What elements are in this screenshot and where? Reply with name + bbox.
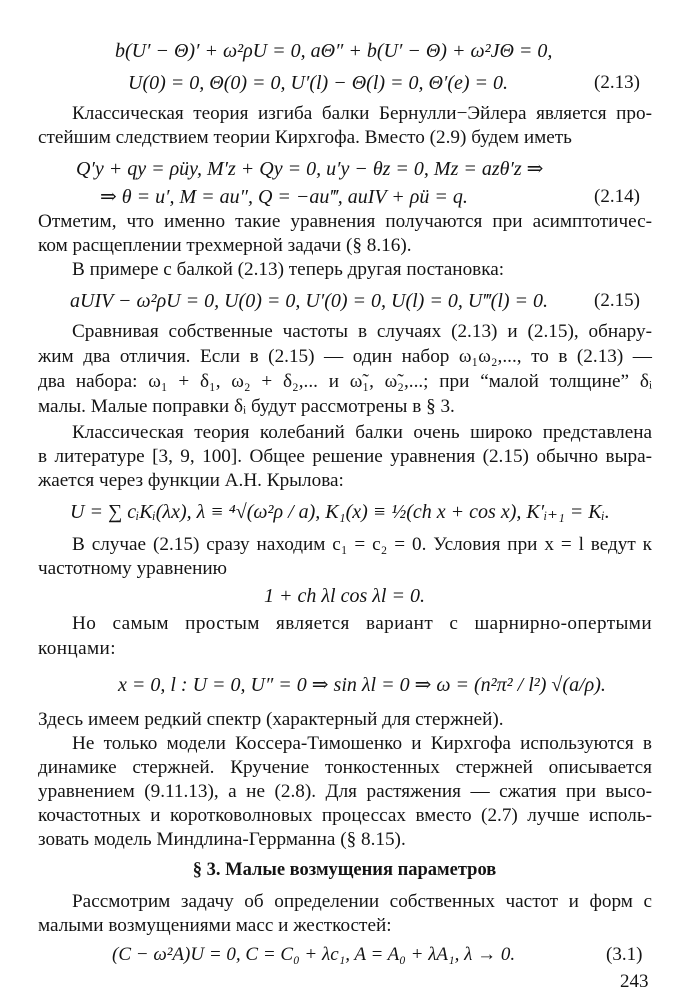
paragraph-line: В случае (2.15) сразу находим c₁ = c₂ = 0. Условия при x = l ведут к: [72, 534, 652, 555]
paragraph-line: Классическая теория изгиба балки Бернулли−Эйлера является про-: [72, 103, 652, 124]
equation-frequency: 1 + ch λl cos λl = 0.: [264, 585, 425, 607]
paragraph-line: Рассмотрим задачу об определении собственных частот и форм с: [72, 891, 652, 912]
equation-2-14-line-2: ⇒ θ = u′, M = au″, Q = −au‴, auIV + ρü = q.: [100, 186, 468, 208]
equation-2-14-line-1: Q′y + qy = ρüy, M′z + Qy = 0, u′y − θz = 0, Mz = azθ′z ⇒: [76, 158, 544, 180]
paragraph-line: Здесь имеем редкий спектр (характерный для стержней).: [38, 709, 504, 730]
page-number: 243: [620, 971, 649, 992]
equation-hinged-ends: x = 0, l : U = 0, U″ = 0 ⇒ sin λl = 0 ⇒ ω = (n²π² / l²) √(a/ρ).: [118, 674, 606, 696]
equation-number-2-13: (2.13): [594, 72, 640, 93]
equation-number-2-15: (2.15): [594, 290, 640, 311]
paragraph-line: Классическая теория колебаний балки очень широко представлена: [72, 422, 652, 443]
paragraph-line: Сравнивая собственные частоты в случаях (2.13) и (2.15), обнару-: [72, 321, 652, 342]
paragraph-line: Отметим, что именно такие уравнения получаются при асимптотичес-: [38, 211, 652, 232]
paragraph-line: жается через функции А.Н. Крылова:: [38, 470, 344, 491]
paragraph-line: Но самым простым является вариант с шарнирно-опертыми: [72, 613, 652, 634]
equation-krylov-functions: U = ∑ cᵢKᵢ(λx), λ ≡ ⁴√(ω²ρ / a), K₁(x) ≡ ½(ch x + cos x), K′ᵢ₊₁ = Kᵢ.: [70, 501, 610, 523]
section-heading: § 3. Малые возмущения параметров: [192, 860, 497, 880]
paragraph-line: частотному уравнению: [38, 558, 227, 579]
paragraph-line: в литературе [3, 9, 100]. Общее решение уравнения (2.15) обычно выра-: [38, 446, 652, 467]
paragraph-line: динамике стержней. Кручение тонкостенных стержней описывается: [38, 757, 652, 778]
equation-number-2-14: (2.14): [594, 186, 640, 207]
paragraph-line: Не только модели Коссера-Тимошенко и Кирхгофа используются в: [72, 733, 652, 754]
paragraph-line: малы. Малые поправки δᵢ будут рассмотрены в § 3.: [38, 396, 455, 417]
paragraph-line: уравнением (9.11.13), а не (2.8). Для растяжения — сжатия при высо-: [38, 781, 652, 802]
paragraph-line: концами:: [38, 638, 116, 659]
equation-number-3-1: (3.1): [606, 944, 643, 965]
paragraph-line: два набора: ω₁ + δ₁, ω₂ + δ₂,... и ω̃₁, ω̃₂,...; при “малой толщине” δᵢ: [38, 371, 652, 392]
paragraph-line: стейшим следствием теории Кирхгофа. Вместо (2.9) будем иметь: [38, 127, 572, 148]
equation-3-1: (C − ω²A)U = 0, C = C₀ + λc₁, A = A₀ + λA₁, λ → 0.: [112, 944, 516, 965]
paragraph-line: ком расщеплении трехмерной задачи (§ 8.16).: [38, 235, 412, 256]
paragraph-line: жим два отличия. Если в (2.15) — один набор ω₁ω₂,..., то в (2.13) —: [38, 346, 652, 367]
paragraph-line: зовать модель Миндлина-Геррманна (§ 8.15).: [38, 829, 406, 850]
paragraph-line: В примере с балкой (2.13) теперь другая постановка:: [72, 259, 505, 280]
equation-2-15: aUIV − ω²ρU = 0, U(0) = 0, U′(0) = 0, U(l) = 0, U‴(l) = 0.: [70, 290, 549, 312]
paragraph-line: кочастотных и коротковолновых процессах вместо (2.7) лучше исполь-: [38, 805, 652, 826]
paragraph-line: малыми возмущениями масс и жесткостей:: [38, 915, 392, 936]
equation-2-13-line-1: b(U′ − Θ)′ + ω²ρU = 0, aΘ″ + b(U′ − Θ) + ω²JΘ = 0,: [115, 40, 553, 62]
equation-2-13-line-2: U(0) = 0, Θ(0) = 0, U′(l) − Θ(l) = 0, Θ′(e) = 0.: [128, 72, 509, 94]
